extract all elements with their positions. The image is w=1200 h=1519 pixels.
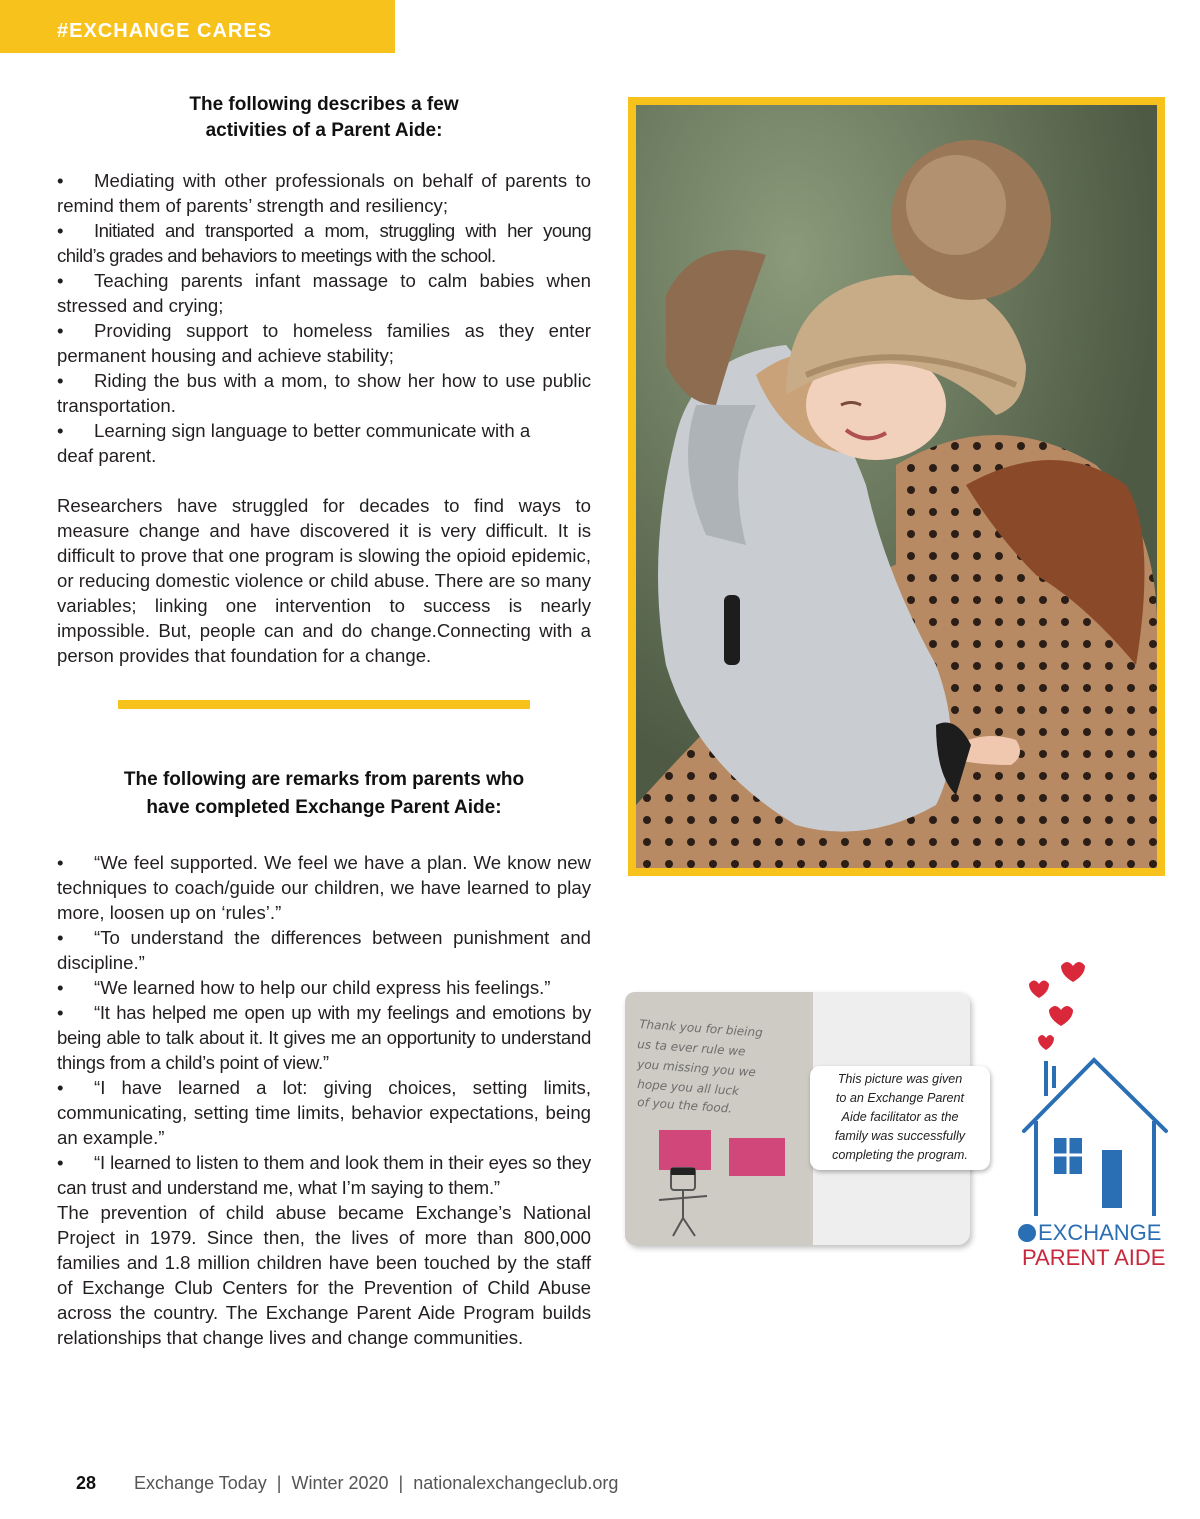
research-paragraph: Researchers have struggled for decades to find ways to measure change and have discovered it is very difficult. It is difficult to prove that one program is slowing the opioid epidemic, or reducing domestic violence or child abuse. There are so many variables; linking one intervention to success is nearly impossible. But, people can and do change.Connecting with a person provides that foundation for a change. — [57, 495, 591, 666]
list-item-text: Riding the bus with a mom, to show her how to use public transportation. — [57, 370, 591, 416]
list-item — [57, 850, 591, 925]
exchange-emblem-icon — [1018, 1224, 1036, 1242]
bullet: • — [57, 1077, 64, 1098]
list-item — [57, 975, 591, 1000]
hug-photo-illustration — [636, 105, 1157, 868]
bullet: • — [57, 977, 64, 998]
remarks-section — [57, 766, 591, 1350]
remarks-heading — [57, 766, 591, 822]
list-item-text: “We learned how to help our child express his feelings.” — [94, 977, 551, 998]
list-item-text: Teaching parents infant massage to calm babies when stressed and crying; — [57, 270, 591, 316]
pink-rect-left — [659, 1130, 711, 1170]
caption-line: completing the program. — [832, 1148, 968, 1162]
list-item — [57, 418, 591, 468]
section-tag: #EXCHANGE CARES — [0, 0, 395, 53]
activities-heading-line1: The following describes a few — [189, 94, 459, 115]
note-line-5: of you the food. — [636, 1095, 733, 1116]
prevention-paragraph: The prevention of child abuse became Exchange’s National Project in 1979. Since then, the lives of more than 800,000 families and 1.8 million children have been touched by the staff of Exchange Club Centers for the Prevention of Child Abuse across the country. The Exchange Parent Aide Program builds relationships that change lives and change communities. — [57, 1202, 591, 1348]
bullet: • — [57, 1152, 64, 1173]
note-line-1: Thank you for bieing — [638, 1017, 764, 1040]
caption-line: to an Exchange Parent — [835, 1091, 965, 1105]
list-item-text: “I have learned a lot: giving choices, setting limits, communicating, setting time limits, behavior expectations, being an example.” — [57, 1077, 591, 1148]
child-note-drawing — [625, 992, 813, 1245]
list-item-text: Learning sign language to better communicate with a deaf parent. — [57, 420, 531, 466]
remarks-list — [57, 850, 591, 1200]
photo-frame — [628, 97, 1165, 876]
list-item-text: “To understand the differences between punishment and discipline.” — [57, 927, 591, 973]
list-item — [57, 268, 591, 318]
child-note-image — [625, 992, 813, 1245]
list-item — [57, 925, 591, 975]
bullet: • — [57, 320, 64, 341]
remarks-heading-line2: have completed Exchange Parent Aide: — [146, 797, 502, 818]
caption-line: Aide facilitator as the — [841, 1110, 959, 1124]
page-number: 28 — [76, 1473, 97, 1493]
activities-heading — [57, 92, 591, 143]
photo-caption — [810, 1066, 990, 1170]
list-item — [57, 218, 591, 268]
house-hearts-icon — [1016, 956, 1171, 1216]
bullet: • — [57, 270, 64, 291]
activities-list — [57, 168, 591, 468]
list-item-text: “We feel supported. We feel we have a plan. We know new techniques to coach/guide our children, we have learned to play more, loosen up on ‘rules’.” — [57, 852, 591, 923]
bullet: • — [57, 220, 63, 241]
bullet: • — [57, 1002, 64, 1023]
list-item-text: Providing support to homeless families as they enter permanent housing and achieve stability; — [57, 320, 591, 366]
bullet: • — [57, 852, 64, 873]
bullet: • — [57, 370, 64, 391]
publication-line: Exchange Today | Winter 2020 | nationalexchangeclub.org — [134, 1473, 619, 1493]
logo-word1: EXCHANGE — [1038, 1220, 1162, 1245]
bullet: • — [57, 170, 64, 191]
list-item-text: Initiated and transported a mom, struggling with her young child’s grades and behaviors to meetings with the school. — [57, 220, 591, 266]
list-item — [57, 368, 591, 418]
caption-line: family was successfully — [834, 1129, 966, 1143]
pink-rect-right — [729, 1138, 785, 1176]
bullet: • — [57, 927, 64, 948]
list-item-text: “I learned to listen to them and look them in their eyes so they can trust and understand me, what I’m saying to them.” — [57, 1152, 591, 1198]
note-line-2: us ta ever rule we — [636, 1037, 746, 1059]
note-line-4: hope you all luck — [636, 1077, 740, 1099]
note-line-3: you missing you we — [636, 1057, 757, 1080]
list-item — [57, 1150, 591, 1200]
divider — [118, 700, 530, 709]
hug-photo — [636, 105, 1157, 868]
caption-line: This picture was given — [837, 1072, 963, 1086]
list-item-text: Mediating with other professionals on behalf of parents to remind them of parents’ strength and resiliency; — [57, 170, 591, 216]
activities-section — [57, 92, 591, 668]
list-item — [57, 318, 591, 368]
list-item — [57, 1000, 591, 1075]
remarks-heading-line1: The following are remarks from parents who — [123, 769, 525, 790]
logo-wordmark-exchange — [1018, 1220, 1168, 1246]
logo-wordmark-parent-aide: PARENT AIDE — [1022, 1245, 1166, 1270]
bullet: • — [57, 420, 64, 441]
list-item — [57, 168, 591, 218]
page-footer — [76, 1473, 618, 1494]
activities-heading-line2: activities of a Parent Aide: — [205, 119, 443, 141]
list-item — [57, 1075, 591, 1150]
list-item-text: “It has helped me open up with my feelings and emotions by being able to talk about it. It gives me an opportunity to understand things from a child’s point of view.” — [57, 1002, 591, 1073]
